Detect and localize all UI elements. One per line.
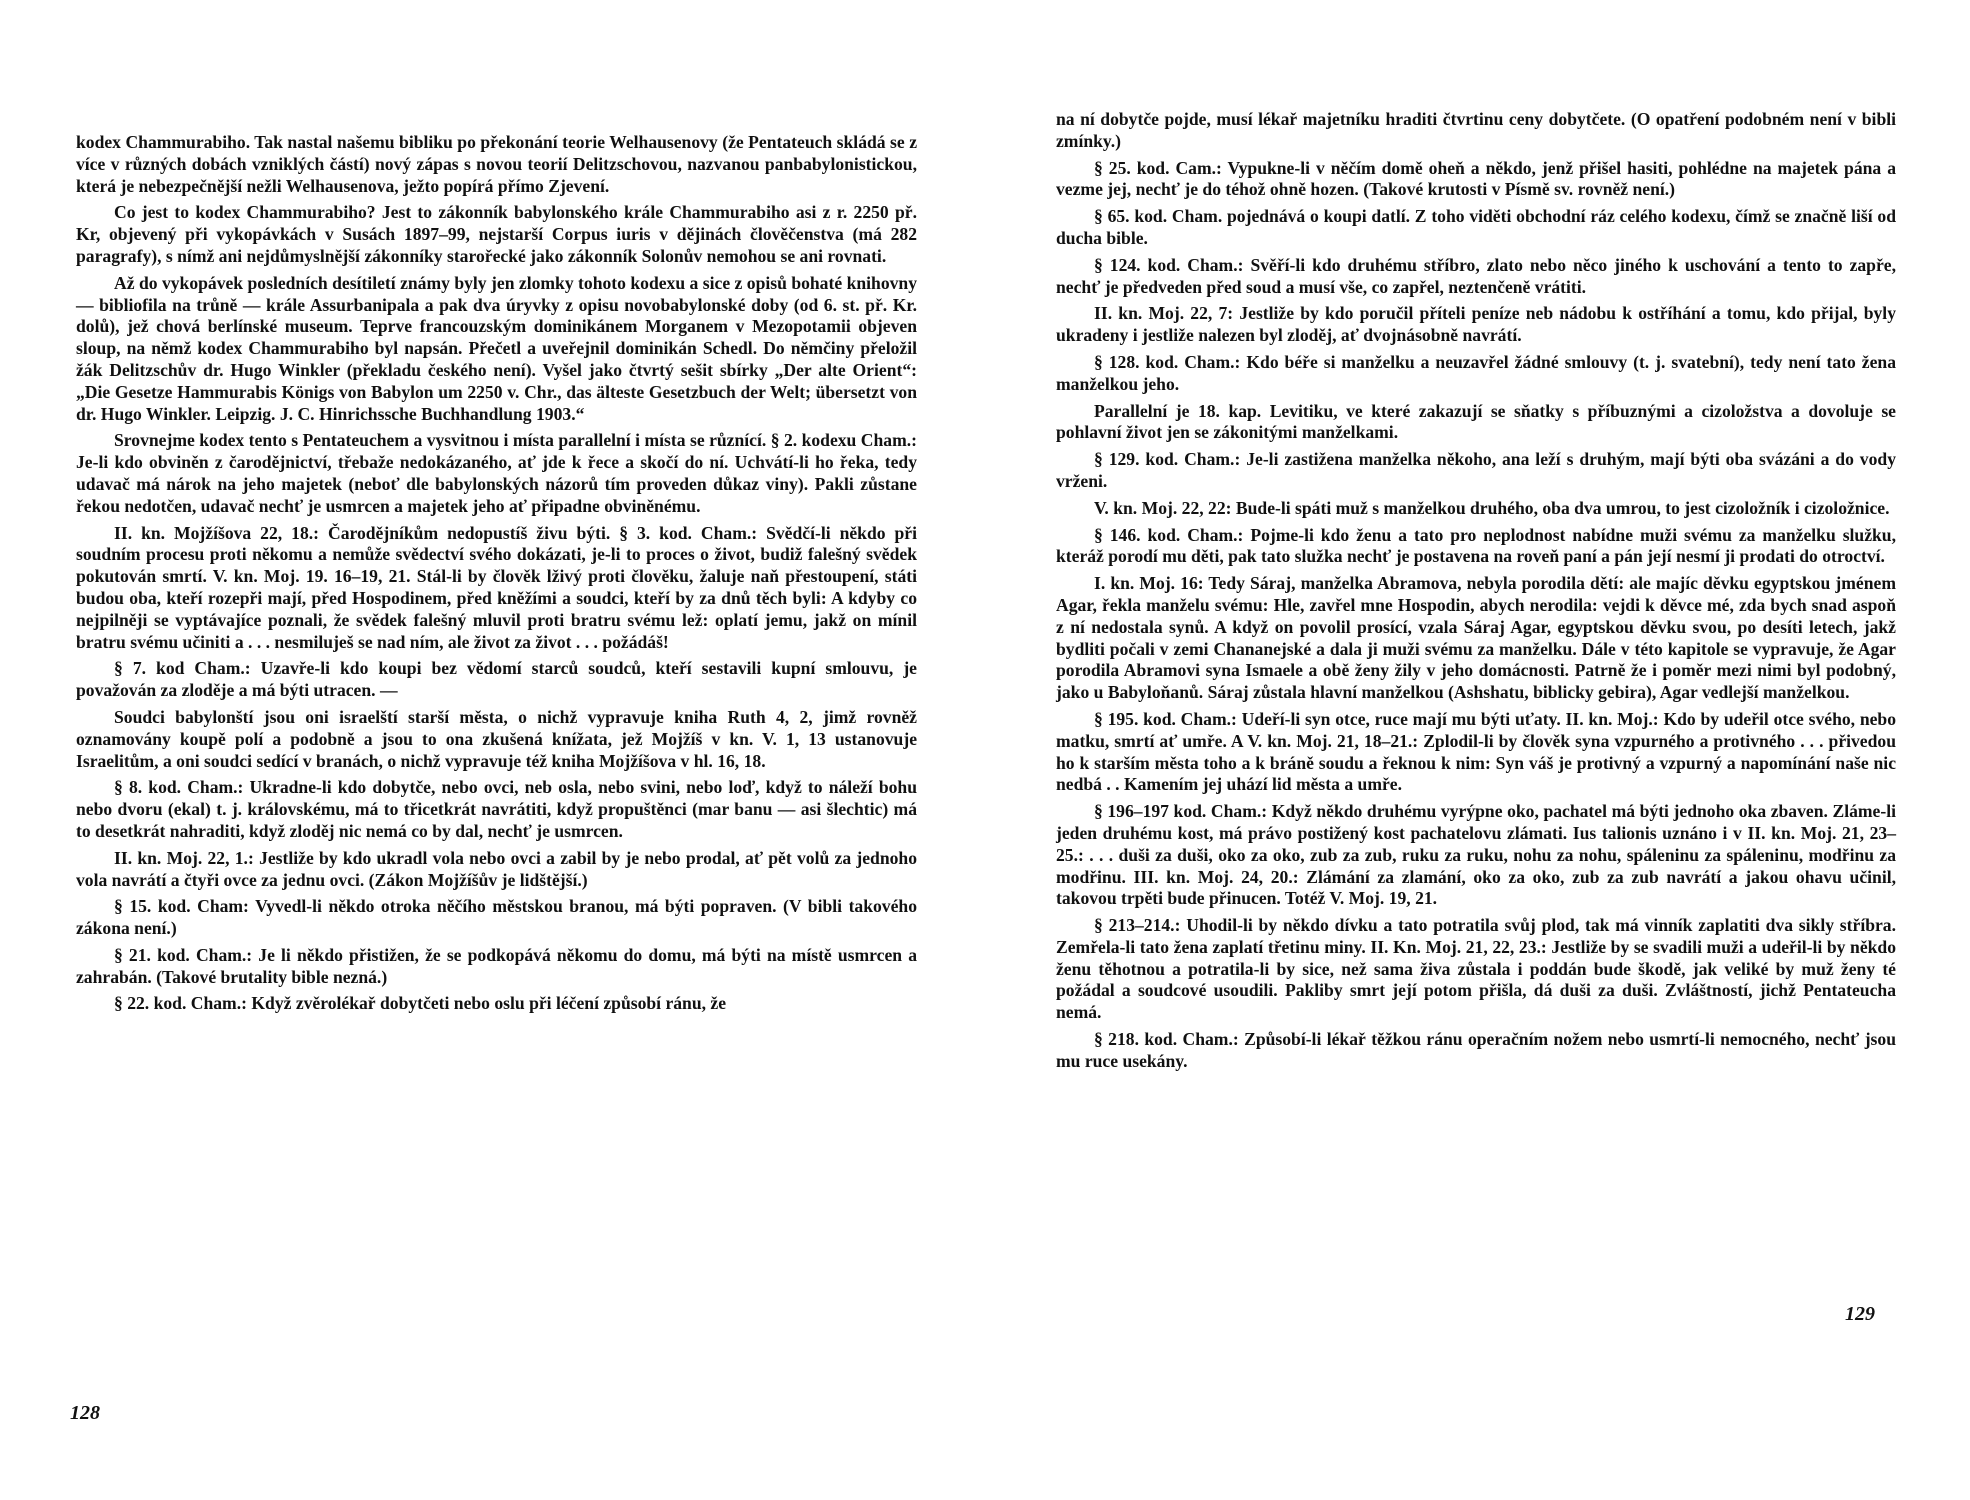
paragraph: § 8. kod. Cham.: Ukradne-li kdo dobytče, nebo ovci, neb osla, nebo svini, nebo loď, když to náleží bohu nebo dvoru (ekal) t. j. královskému, má to třicetkrát navrátiti, když propuštěnci (mar banu — asi šlechtic) má to desetkrát nahraditi, když zloděj nic nemá co by dal, nechť je usmrcen.: [76, 777, 917, 841]
paragraph: § 22. kod. Cham.: Když zvěrolékař dobytčeti nebo oslu při léčení způsobí ránu, že: [114, 993, 727, 1014]
paragraph: § 196–197 kod. Cham.: Když někdo druhému vyrýpne oko, pachatel má býti jednoho oka zbaven. Zláme-li jeden druhému kost, má právo postižený kost pachatelovu zlámati. Ius talionis uznáno i v II. kn. Moj. 21, 23–25.: . . . duši za duši, oko za oko, zub za zub, ruku za ruku, nohu za nohu, spáleninu za spáleninu, modřinu za modřinu. III. kn. Moj. 24, 20.: Zlámání za zlamání, oko za oko, zub za zub navrátí a jakou ohavu učinil, takovou trpěti bude přinucen. Totéž V. Moj. 19, 21.: [1056, 801, 1896, 909]
paragraph: V. kn. Moj. 22, 22: Bude-li spáti muž s manželkou druhého, oba dva umrou, to jest cizoložník i cizoložnice.: [1094, 497, 1890, 518]
paragraph: Parallelní je 18. kap. Levitiku, ve které zakazují se sňatky s příbuznými a cizoložstva a dovoluje se pohlavní život jen se zákonitými manželkami.: [1056, 400, 1896, 443]
paragraph: Až do vykopávek posledních desítiletí známy byly jen zlomky tohoto kodexu a sice z opisů bohaté knihovny — bibliofila na trůně — krále Assurbanipala a pak dva úryvky z opisu novobabylonské doby (od 6. st. př. Kr. dolů), jež chová berlínské museum. Teprve francouzským dominikánem Morganem v Mezopotamii objeven sloup, na němž kodex Chammurabiho byl napsán. Přečetl a uveřejnil dominikán Schedl. Do němčiny přeložil žák Delitzschův dr. Hugo Winkler (překladu českého není). Vyšel jako čtvrtý sešit sbírky „Der alte Orient“: „Die Gesetze Hammurabis Königs von Babylon um 2250 v. Chr., das älteste Gesetzbuch der Welt; übersetzt von dr. Hugo Winkler. Leipzig. J. C. Hinrichssche Buchhandlung 1903.“: [76, 272, 917, 424]
paragraph: § 15. kod. Cham: Vyvedl-li někdo otroka něčího městskou branou, má býti popraven. (V bibli takového zákona není.): [76, 896, 917, 939]
paragraph: na ní dobytče pojde, musí lékař majetníku hraditi čtvrtinu ceny dobytčete. (O opatření podobném není v bibli zmínky.): [1056, 109, 1896, 151]
right-page-text: [1056, 109, 1896, 1078]
paragraph: II. kn. Mojžíšova 22, 18.: Čarodějníkům nedopustíš živu býti. § 3. kod. Cham.: Svědčí-li někdo při soudním procesu proti někomu a nemůže svědectví svého dokázati, je-li to proces o život, budiž falešný svědek pokutován smrtí. V. kn. Moj. 19. 16–19, 21. Stál-li by člověk lživý proti člověku, žaluje naň přestoupení, státi budou oba, kteří rozepři mají, před Hospodinem, před kněžími a soudci, kteří by za dnů těch byli: A kdyby co nejpilněji se vyptávajíce poznali, že svědek falešný mluvil proti bratru svému lež: oplatí jemu, jakž on mínil bratru svému učiniti a . . . nesmiluješ se nad ním, ale život za život . . . požádáš!: [76, 522, 917, 652]
paragraph: § 21. kod. Cham.: Je li někdo přistižen, že se podkopává někomu do domu, má býti na místě usmrcen a zahrabán. (Takové brutality bible nezná.): [76, 944, 917, 987]
paragraph: Co jest to kodex Chammurabiho? Jest to zákonník babylonského krále Chammurabiho asi z r. 2250 př. Kr, objevený při vykopávkách v Susách 1897–99, nejstarší Corpus iuris v dějinách člověčenstva (má 282 paragrafy), s nímž ani nejdůmyslnější zákonníky starořecké jako zákonník Solonův nemohou se ani rovnati.: [76, 202, 917, 266]
paragraph: § 7. kod Cham.: Uzavře-li kdo koupi bez vědomí starců soudců, kteří sestavili kupní smlouvu, je považován za zloděje a má býti utracen. —: [76, 658, 917, 701]
paragraph: II. kn. Moj. 22, 7: Jestliže by kdo poručil příteli peníze neb nádobu k ostříhání a tomu, kdo přijal, byly ukradeny i jestliže nalezen byl zloděj, ať dvojnásobně navrátí.: [1056, 303, 1896, 346]
paragraph: II. kn. Moj. 22, 1.: Jestliže by kdo ukradl vola nebo ovci a zabil by je nebo prodal, ať pět volů za jednoho vola navrátí a čtyři ovce za jednu ovci. (Zákon Mojžíšův je lidštější.): [76, 847, 917, 890]
paragraph: § 129. kod. Cham.: Je-li zastižena manželka někoho, ana leží s druhým, mají býti oba svázáni a do vody vrženi.: [1056, 449, 1896, 491]
page-number-right: 129: [1845, 1303, 1875, 1325]
page-number-left: 128: [70, 1402, 100, 1424]
paragraph: § 213–214.: Uhodil-li by někdo dívku a tato potratila svůj plod, tak má vinník zaplatiti dva sikly stříbra. Zemřela-li tato žena zaplatí třetinu miny. II. Kn. Moj. 21, 22, 23.: Jestliže by se svadili muži a udeřil-li by někdo ženu těhotnou a potratila-li by sice, než sama živa zůstala i poddán bude škodě, jak veliké by muž ženy té požádal a soudcové usoudili. Pakliby smrt její potom přišla, dá duši za duši. Zvláštností, jichž Pentateucha nemá.: [1056, 915, 1896, 1023]
paragraph: § 128. kod. Cham.: Kdo béře si manželku a neuzavřel žádné smlouvy (t. j. svatební), tedy není tato žena manželkou jeho.: [1056, 351, 1896, 394]
paragraph: Srovnejme kodex tento s Pentateuchem a vysvitnou i místa parallelní i místa se různící. § 2. kodexu Cham.: Je-li kdo obviněn z čarodějnictví, třebaže nedokázaného, ať jde k řece a skočí do ní. Uchvátí-li ho řeka, tedy udavač má nárok na jeho majetek (neboť dle babylonských názorů tím proveden důkaz viny). Pakli zůstane řekou nedotčen, udavač nechť je usmrcen a majetek jeho ať připadne obviněnému.: [76, 430, 917, 516]
paragraph: § 218. kod. Cham.: Způsobí-li lékař těžkou ránu operačním nožem nebo usmrtí-li nemocného, nechť jsou mu ruce usekány.: [1056, 1029, 1896, 1071]
paragraph: Soudci babylonští jsou oni israelští starší města, o nichž vypravuje kniha Ruth 4, 2, jimž rovněž oznamovány koupě polí a podobně a jsou to ona zkušená knížata, jež Mojžíš v kn. V. 1, 13 ustanovuje Israelitům, a oni soudci sedící v branách, o nichž vypravuje též kniha Mojžíšova v hl. 16, 18.: [76, 706, 917, 771]
paragraph: § 124. kod. Cham.: Svěří-li kdo druhému stříbro, zlato nebo něco jiného k uschování a tento to zapře, nechť je předveden před soud a musí vše, co zapřel, neztenčeně vrátiti.: [1056, 254, 1896, 297]
right-page: [985, 0, 1970, 1500]
paragraph: § 25. kod. Cam.: Vypukne-li v něčím domě oheň a někdo, jenž přišel hasiti, pohlédne na majetek pána a vezme jej, nechť je do téhož ohně hozen. (Takové krutosti v Písmě sv. rovněž není.): [1056, 157, 1896, 200]
paragraph: § 195. kod. Cham.: Udeří-li syn otce, ruce mají mu býti uťaty. II. kn. Moj.: Kdo by udeřil otce svého, nebo matku, smrtí ať umře. A V. kn. Moj. 21, 18–21.: Zplodil-li by člověk syna vzpurného a protivného . . . přivedou ho k starším města toho a k bráně soudu a řeknou k nim: Syn váš je protivný a vzpurný a napomínání naše nic nedbá . . Kamením jej uhází lid města a umře.: [1056, 708, 1896, 795]
paragraph: I. kn. Moj. 16: Tedy Sáraj, manželka Abramova, nebyla porodila dětí: ale majíc děvku egyptskou jménem Agar, řekla manželu svému: Hle, zavřel mne Hospodin, abych nerodila: vejdi k děvce mé, zda bych snad aspoň z ní nedostala synů. A když on povolil prosící, vzala Sáraj Agar, egyptskou děvku svou, po desíti letech, jakž bydliti počali v zemi Chananejské a dala ji muži svému za manželku. Dále v této kapitole se vypravuje, že Agar porodila Abramovi syna Ismaele a obě ženy žily v jeho domácnosti. Patrně že i poměr mezi nimi byl podobný, jako u Babyloňanů. Sáraj zůstala hlavní manželkou (Ashshatu, biblicky gebira), Agar vedlejší manželkou.: [1056, 573, 1896, 703]
left-page-text: [76, 132, 917, 1020]
paragraph: kodex Chammurabiho. Tak nastal našemu bibliku po překonání teorie Welhausenovy (že Pentateuch skládá se z více v různých dobách vzniklých částí) nový zápas s novou teorií Delitzschovou, nazvanou panbabylonistickou, která je nebezpečnější nežli Welhausenova, ježto popírá přímo Zjevení.: [76, 132, 917, 196]
paragraph: § 146. kod. Cham.: Pojme-li kdo ženu a tato pro neplodnost nabídne muži svému za manželku služku, kteráž porodí mu děti, pak tato služka nechť je postavena na roveň paní a pán její nesmí ji prodati do otroctví.: [1056, 524, 1896, 567]
paragraph: § 65. kod. Cham. pojednává o koupi datlí. Z toho viděti obchodní ráz celého kodexu, čímž se značně liší od ducha bible.: [1056, 206, 1896, 248]
